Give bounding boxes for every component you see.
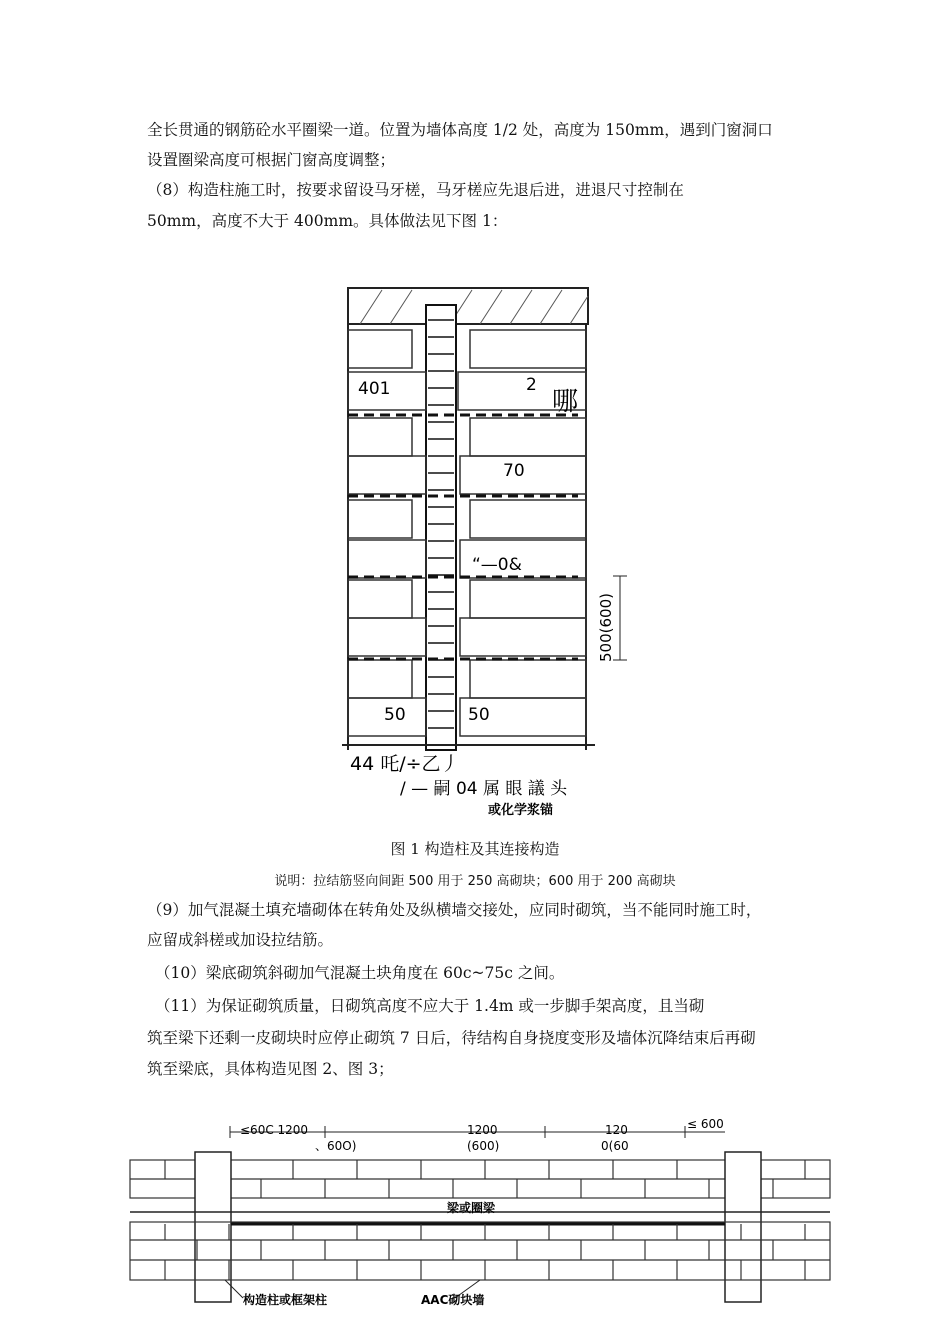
fig1-label: 哪 <box>552 387 579 417</box>
fig2-dimension-label: 0(60 <box>601 1139 629 1153</box>
fig2-dimension-label: (600) <box>467 1139 500 1153</box>
fig2-dimension-label: 120 <box>605 1123 628 1137</box>
fig2-dimension-label: ≤ 600 <box>687 1117 724 1131</box>
fig2-beam-label: 梁或圈梁 <box>447 1201 496 1215</box>
paragraph-line: （11）为保证砌筑质量，日砌筑高度不应大于 1.4m 或一步脚手架高度，且当砌 <box>155 997 705 1015</box>
paragraph-line: 筑至梁底，具体构造见图 2、图 3； <box>147 1060 394 1078</box>
paragraph-line: （10）梁底砌筑斜砌加气混凝土块角度在 60c~75c 之间。 <box>155 964 565 982</box>
fig1-label: 401 <box>358 379 391 399</box>
fig1-label: 或化学浆锚 <box>488 803 554 818</box>
fig2-aac-label: AAC砌块墙 <box>421 1293 485 1307</box>
paragraph-line: 50mm，高度不大于 400mm。具体做法见下图 1： <box>147 212 508 230</box>
figure-1-drawing <box>330 280 630 820</box>
paragraph-line: 筑至梁下还剩一皮砌块时应停止砌筑 7 日后，待结构自身挠度变形及墙体沉降结束后再砌 <box>147 1029 756 1047</box>
fig2-dimension-label: ≤60C 1200 <box>240 1123 309 1137</box>
fig2-dimension-label: 1200 <box>467 1123 498 1137</box>
paragraph-line: （8）构造柱施工时，按要求留设马牙槎，马牙槎应先退后进，进退尺寸控制在 <box>147 181 684 199</box>
fig1-label: 44 吒/÷乙丿 <box>350 753 460 775</box>
fig1-label: 70 <box>503 461 525 481</box>
paragraph-line: （9）加气混凝土填充墙砌体在转角处及纵横墙交接处，应同时砌筑，当不能同时施工时， <box>147 901 762 919</box>
figure-2-drawing <box>125 1112 835 1312</box>
figure-1-note: 说明：拉结筋竖向间距 500 用于 250 高砌块；600 用于 200 高砌块 <box>274 874 676 889</box>
paragraph-line: 应留成斜槎或加设拉结筋。 <box>147 931 334 949</box>
fig1-label: 50 <box>384 705 406 725</box>
fig1-dimension-label: 500(600) <box>597 593 615 662</box>
fig1-label: 2 <box>526 375 537 395</box>
fig1-label: / — 嗣 04 属 眼 議 头 <box>400 779 568 799</box>
fig1-label: “—0& <box>472 555 522 575</box>
fig1-label: 50 <box>468 705 490 725</box>
figure-1-caption: 图 1 构造柱及其连接构造 <box>390 840 560 858</box>
paragraph-line: 设置圈梁高度可根据门窗高度调整； <box>147 151 396 169</box>
fig2-dimension-label: 、60O) <box>315 1139 357 1153</box>
fig2-column-label: 构造柱或框架柱 <box>243 1293 328 1307</box>
paragraph-line: 全长贯通的钢筋砼水平圈梁一道。位置为墙体高度 1/2 处，高度为 150mm，遇到门窗洞口 <box>147 121 773 139</box>
